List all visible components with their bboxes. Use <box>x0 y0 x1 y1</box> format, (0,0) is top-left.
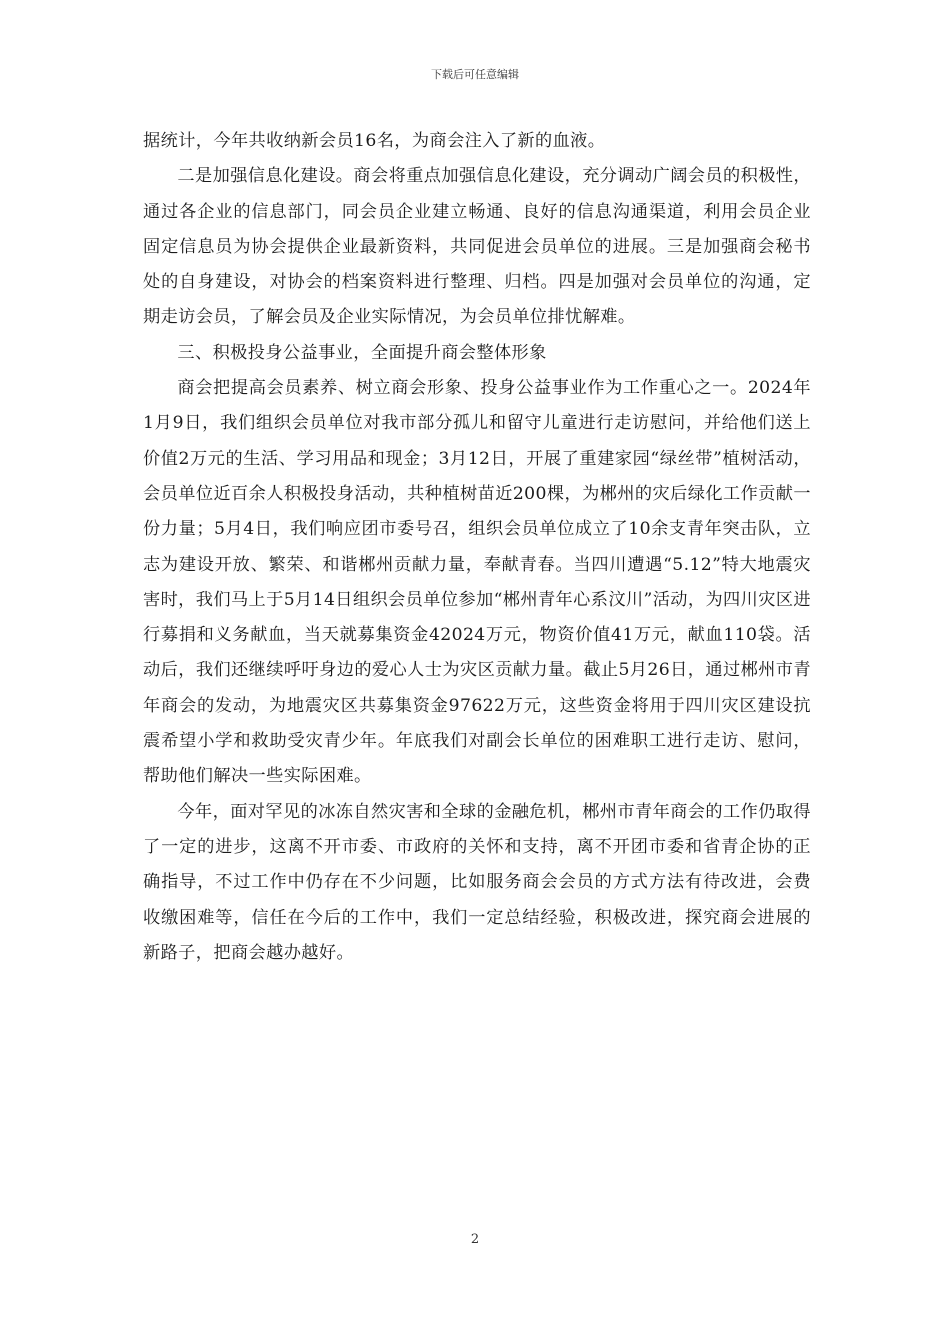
paragraph-continuation: 据统计，今年共收纳新会员16名，为商会注入了新的血液。 <box>143 131 606 151</box>
paragraph-summary: 今年，面对罕见的冰冻自然灾害和全球的金融危机，郴州市青年商会的工作仍取得了一定的进步，这离不开市委、市政府的关怀和支持，离不开团市委和省青企协的正确指导，不过工作中仍存在不少问题，比如服务商会会员的方式方法有待改进，会费收缴困难等，信任在今后的工作中，我们一定总结经验，积极改进，探究商会进展的新路子，把商会越办越好。 <box>143 801 811 963</box>
page-number: 2 <box>470 1232 480 1247</box>
paragraph-information-construction: 二是加强信息化建设。商会将重点加强信息化建设，充分调动广阔会员的积极性，通过各企业的信息部门，同会员企业建立畅通、良好的信息沟通渠道，利用会员企业固定信息员为协会提供企业最新资料，共同促进会员单位的进展。三是加强商会秘书处的自身建设，对协会的档案资料进行整理、归档。四是加强对会员单位的沟通，定期走访会员，了解会员及企业实际情况，为会员单位排忧解难。 <box>143 166 811 328</box>
page-header: 下载后可任意编辑 <box>431 68 519 81</box>
section-heading-public-welfare: 三、积极投身公益事业，全面提升商会整体形象 <box>177 342 547 363</box>
paragraph-public-welfare: 商会把提高会员素养、树立商会形象、投身公益事业作为工作重心之一。2024年1月9日，我们组织会员单位对我市部分孤儿和留守儿童进行走访慰问，并给他们送上价值2万元的生活、学习用品和现金；3月12日，开展了重建家园“绿丝带”植树活动，会员单位近百余人积极投身活动，共种植树苗近200棵，为郴州的灾后绿化工作贡献一份力量；5月4日，我们响应团市委号召，组织会员单位成立了10余支青年突击队，立志为建设开放、繁荣、和谐郴州贡献力量，奉献青春。当四川遭遇“5.12”特大地震灾害时，我们马上于5月14日组织会员单位参加“郴州青年心系汶川”活动，为四川灾区进行募捐和义务献血，当天就募集资金42024万元，物资价值41万元，献血110袋。活动后，我们还继续呼吁身边的爱心人士为灾区贡献力量。截止5月26日，通过郴州市青年商会的发动，为地震灾区共募集资金97622万元，这些资金将用于四川灾区建设抗震希望小学和救助受灾青少年。年底我们对副会长单位的困难职工进行走访、慰问，帮助他们解决一些实际困难。 <box>143 378 811 787</box>
document-body <box>143 124 811 971</box>
